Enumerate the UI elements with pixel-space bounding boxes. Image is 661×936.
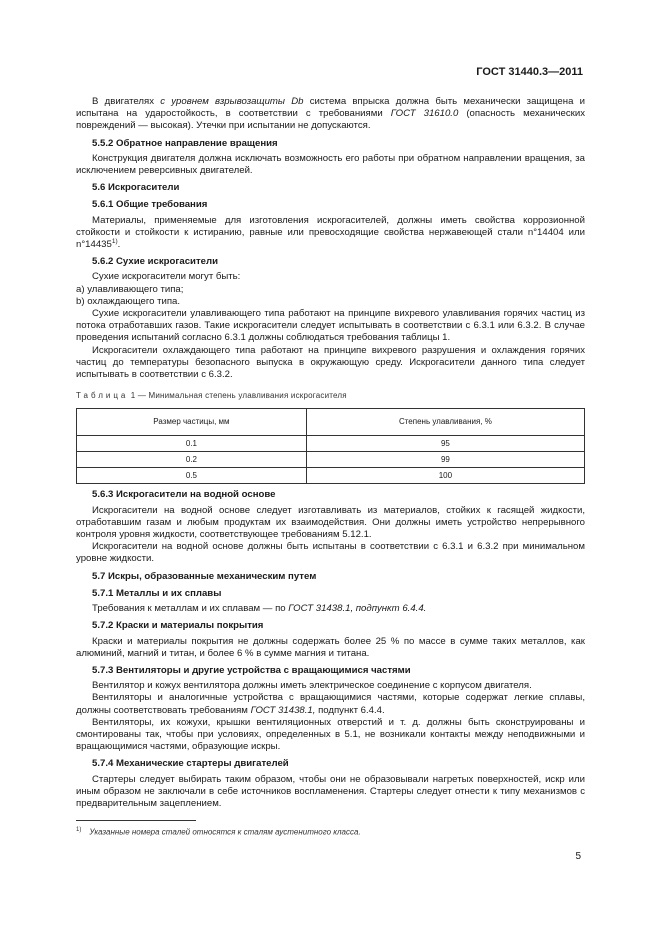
text-run: В двигателях <box>92 96 161 107</box>
standard-reference: ГОСТ 31610.0 <box>390 108 459 120</box>
paragraph-trapping-type: Сухие искрогасители улавливающего типа работают на принципе вихревого улавливания горячих частиц из потока отработавших газов. Такие искрогасители следует испытывать в соответствии с 6.3.1 или 6.3.2. В случае проведения испытаний согласно 6.3.1 должны соблюдаться требования таблицы 1. <box>76 308 585 344</box>
table-cell: 95 <box>306 436 584 452</box>
text-run: подпункт 6.4.4. <box>315 704 385 716</box>
table-row <box>77 468 585 484</box>
footnote-mark: 1) <box>76 827 82 834</box>
text-run: система впрыска должна быть механически защищена и испытана на ударостойкость, в соответствии с требованиями <box>76 96 585 120</box>
page-content <box>76 96 585 839</box>
document-header: ГОСТ 31440.3—2011 <box>476 66 583 78</box>
table-cell: 0.1 <box>77 436 307 452</box>
paragraph-cooling-type: Искрогасители охлаждающего типа работают на принципе вихревого разрушения и охлаждения горячих частиц до температуры безопасного выпуска в окружающую среду. Искрогасители данного типа следует испытывать в соответствии с 6.3.2. <box>76 344 585 381</box>
table-cell: 0.2 <box>77 452 307 468</box>
paragraph-reverse-rotation: Конструкция двигателя должна исключать возможность его работы при обратном направлении вращения, за исключением реверсивных двигателей. <box>76 152 585 177</box>
paragraph-injection-system <box>76 96 585 133</box>
text-run: Требования к металлам и их сплавам — по <box>92 603 289 615</box>
paragraph-dry-intro: Сухие искрогасители могут быть: <box>92 271 241 283</box>
list-item-b: b) охлаждающего типа. <box>76 295 181 307</box>
paragraph-fan-alloys <box>76 692 585 716</box>
standard-reference: ГОСТ 31438.1, подпункт 6.4.4. <box>288 603 427 615</box>
footnote-divider <box>76 820 196 821</box>
paragraph-metals <box>76 603 585 615</box>
column-header-capture-rate: Степень улавливания, % <box>306 409 584 436</box>
table-caption <box>76 390 585 402</box>
text-run: Материалы, применяемые для изготовления искрогасителей, должны иметь свойства коррозионной стойкости и стойкости к истиранию, равные или превосходящие свойства нержавеющей стали n°14404 или n°14435 <box>76 214 585 251</box>
table-caption-text: 1 — Минимальная степень улавливания искрогасителя <box>128 391 347 401</box>
column-header-particle-size: Размер частицы, мм <box>77 409 307 436</box>
table-cell: 99 <box>306 452 584 468</box>
table-caption-word: Таблица <box>76 391 129 401</box>
text-run-italic: с уровнем взрывозащиты Db <box>160 96 304 107</box>
paragraph-water-based-materials: Искрогасители на водной основе следует изготавливать из материалов, стойких к гасящей жидкости, отработавшим газам и любым продуктам их взаимодействия. Они должны иметь устройство непрерывного контроля уровня жидкости, соответствующее требованиям 5.12.1. <box>76 504 585 541</box>
paragraph-materials <box>76 215 585 252</box>
heading-5-5-2: 5.5.2 Обратное направление вращения <box>92 137 278 149</box>
heading-5-6-1: 5.6.1 Общие требования <box>92 199 208 211</box>
text-run: . <box>117 239 121 251</box>
table-cell: 0.5 <box>77 468 307 484</box>
paragraph-fan-bonding: Вентилятор и кожух вентилятора должны иметь электрическое соединение с корпусом двигателя. <box>92 680 532 692</box>
footnote-text: Указанные номера сталей относятся к сталям аустенитного класса. <box>89 827 361 837</box>
paragraph-starters: Стартеры следует выбирать таким образом, чтобы они не образовывали нагретых поверхностей, искр или иным образом не заключали в себе источников воспламенения. Стартеры следует отнести к типу механизмов с предварительным зацеплением. <box>76 773 585 809</box>
table-header-row <box>77 409 585 436</box>
heading-5-7-2: 5.7.2 Краски и материалы покрытия <box>92 620 264 632</box>
list-item-a: а) улавливающего типа; <box>76 283 184 295</box>
page-number: 5 <box>575 851 581 862</box>
paragraph-fan-construction: Вентиляторы, их кожухи, крышки вентиляционных отверстий и т. д. должны быть сконструированы и смонтированы так, чтобы при условиях, определенных в 5.1, не возникали контакты между неподвижными и вращающимися частями, образующие искры. <box>76 716 585 753</box>
table-cell: 100 <box>306 468 584 484</box>
heading-5-6-2: 5.6.2 Сухие искрогасители <box>92 256 218 268</box>
heading-5-6-3: 5.6.3 Искрогасители на водной основе <box>92 489 276 501</box>
standard-reference: ГОСТ 31438.1, <box>250 704 316 716</box>
heading-5-7-1: 5.7.1 Металлы и их сплавы <box>92 587 222 599</box>
capture-rate-table <box>76 408 585 484</box>
footnote-ref: 1) <box>111 237 118 245</box>
paragraph-paints: Краски и материалы покрытия не должны содержать более 25 % по массе в сумме таких металлов, как алюминий, магний и титан, и более 6 % в сумме магния и титана. <box>76 635 585 659</box>
heading-5-7: 5.7 Искры, образованные механическим путем <box>92 570 317 582</box>
paragraph-water-based-testing: Искрогасители на водной основе должны быть испытаны в соответствии с 6.3.1 и 6.3.2 при минимальном уровне жидкости. <box>76 541 585 565</box>
table-row <box>77 452 585 468</box>
text-run: Вентиляторы и аналогичные устройства с вращающимися частями, которые содержат легкие сплавы, должны соответствовать требованиям <box>76 692 585 716</box>
table-row <box>77 436 585 452</box>
heading-5-7-3: 5.7.3 Вентиляторы и другие устройства с вращающимися частями <box>92 664 411 676</box>
heading-5-7-4: 5.7.4 Механические стартеры двигателей <box>92 758 289 770</box>
heading-5-6: 5.6 Искрогасители <box>92 182 180 194</box>
text-run: (опасность механических повреждений — высокая). Утечки при испытании не допускаются. <box>76 108 585 132</box>
footnote <box>76 824 585 839</box>
